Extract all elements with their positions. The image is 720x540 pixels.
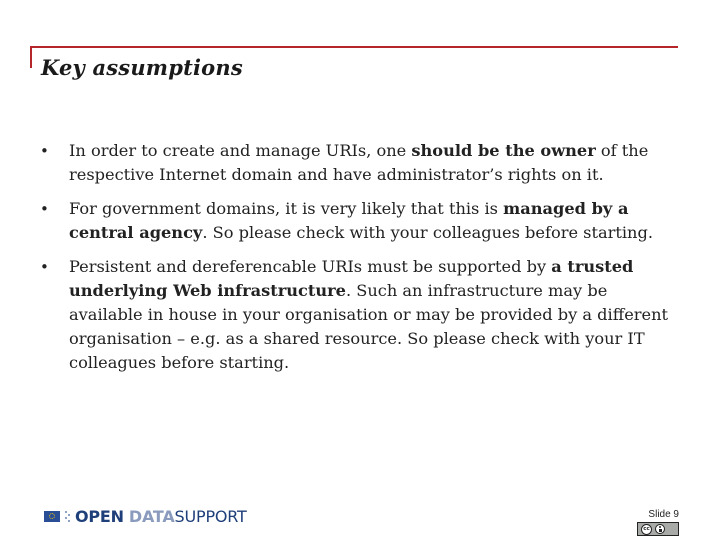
bullet-emphasis: a trusted underlying Web infrastructure: [69, 257, 634, 300]
title-frame-left-rule: [30, 46, 32, 68]
bullet-text: In order to create and manage URIs, one should be the owner of the respective Internet domain and have administrator’s rights on it.: [69, 141, 649, 184]
slide-title: Key assumptions: [41, 55, 243, 80]
eu-flag-icon: [44, 511, 60, 522]
bullet-list: [40, 139, 680, 385]
bullet-emphasis: managed by a central agency: [69, 199, 629, 242]
attribution-icon: [655, 524, 665, 534]
title-frame-top-rule: [30, 46, 678, 48]
bullet-item-domain-ownership: [40, 139, 680, 187]
dot-grid-icon: [65, 511, 71, 522]
bullet-text: For government domains, it is very likely that this is managed by a central agency. So please check with your colleagues before starting.: [69, 199, 653, 242]
bullet-point-icon: •: [40, 200, 49, 218]
bullet-emphasis: should be the owner: [411, 141, 596, 160]
bullet-item-web-infrastructure: [40, 255, 680, 375]
bullet-point-icon: •: [40, 142, 49, 160]
logo-wordmark: OPEN DATASUPPORT: [75, 506, 247, 526]
slide-number: Slide 9: [648, 509, 679, 520]
bullet-text: Persistent and dereferencable URIs must be supported by a trusted underlying Web infrastructure. Such an infrastructure may be available in house in your organisation or may be provided by a different organisation – e.g. as a shared resource. So please check with your IT colleagues before starting.: [69, 257, 669, 372]
creative-commons-icon: cc: [641, 524, 652, 535]
bullet-point-icon: •: [40, 258, 49, 276]
bullet-item-government-domains: [40, 197, 680, 245]
open-data-support-logo: [44, 505, 247, 527]
cc-by-license-icon: [637, 522, 679, 536]
